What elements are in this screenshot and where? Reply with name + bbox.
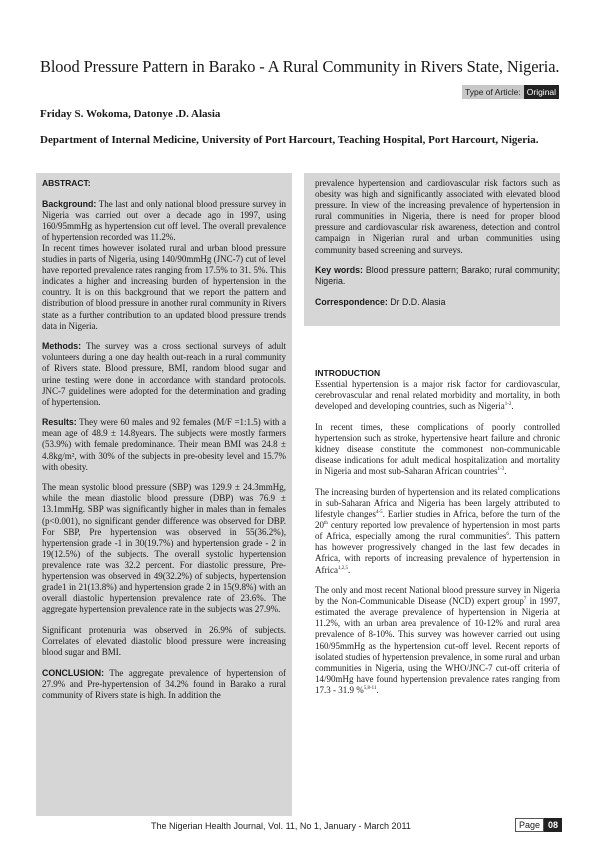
results-text-3: Significant protenuria was observed in 26.9% of subjects. Correlates of elevated diastolic blood pressure were increasing blood sugar and BMI. <box>42 624 286 658</box>
intro-paragraph-3c: century reported low prevalence of hypertension in most parts of Africa, especially among the rural communities <box>315 520 560 542</box>
intro-paragraph-4b: in 1997, estimated the average prevalence of hypertension in Nigeria at 11.2%, with an urban area prevalence of 10-12% and rural area prevalence of 8-10%. This survey was however carried out using 160/95mmHg as the hypertension cut-off level. Recent reports of isolated studies of hypertension prevalence, in some rural and urban communities in Nigeria, using the WHO/JNC-7 cut-off criteria of 14/90mHg have found hypertension prevalence rates ranging from 17.3 - 31.9 % <box>315 596 560 695</box>
results-label: Results: <box>42 417 77 428</box>
abstract-column-right <box>315 178 560 317</box>
correspondence-text: Dr D.D. Alasia <box>387 296 446 307</box>
background-text-2: In recent times however isolated rural and urban blood pressure studies in parts of Nigeria, using 140/90mmHg (JNC-7) cut of level have reported prevalence rates ranging from 17.5% to 31. 5%. This indicates a higher and increasing burden of hypertension in the country. It is on this background that we report the pattern and distribution of blood pressure in another rural community in Rivers state as a further contribution to an updated blood pressure trends data in Nigeria. <box>42 242 286 331</box>
citation: 1-2 <box>504 402 512 408</box>
citation: 7 <box>523 597 527 603</box>
article-title: Blood Pressure Pattern in Barako - A Rural Community in Rivers State, Nigeria. <box>40 57 560 76</box>
intro-paragraph-3b: . Earlier studies in Africa, before the turn of the 20 <box>315 509 560 531</box>
citation: 1-3 <box>497 467 505 473</box>
introduction-heading: INTRODUCTION <box>315 368 381 378</box>
methods-text: The survey was a cross sectional surveys of adult volunteers during a one day health out-reach in a rural community of Rivers state. Blood pressure, BMI, random blood sugar and urine testing were done in accordance with standard protocols. JNC-7 guidelines were adopted for the determination and grading of hypertension. <box>42 341 286 407</box>
citation: 4-5 <box>375 510 383 516</box>
citation: 5,8-11 <box>363 685 377 691</box>
introduction-section: INTRODUCTION Essential hypertension is a major risk factor for cardiovascular, cerebrovascular and renal related morbidity and mortality, in both developed and developing countries, such as Nigeria$^{1-2}$. In recent times, these complications of poorly controlled hypertension such as stroke, hypertensive heart failure and chronic kidney disease constitute the commonest non-communicable disease indications for adult medical hospitalization and mortality in Nigeria and most sub-Saharan African countries$^{1-3}$. The increasing burden of hypertension and its related complications in sub-Saharan Africa and Nigeria has been largely attributed to lifestyle changes$^{4-5}$. Earlier studies in Africa, before the turn of the 20th century reported low prevalence of hypertension in most parts of Africa, especially among the rural communities$^6$. This pattern has however progressively changed in the last few decades in Africa, with reports of increasing prevalence of hypertension in Africa$^{1,2,5}$. The only and most recent National blood pressure survey in Nigeria by the Non-Communicable Disease (NCD) expert group$^7$ in 1997, estimated the average prevalence of hypertension in Nigeria at 11.2%, with an urban area prevalence of 10-12% and rural area prevalence of 8-10%. This survey was however carried out using 160/95mmHg as the hypertension cut-off level. Recent reports of isolated studies of hypertension prevalence, in some rural and urban communities in Nigeria, using the WHO/JNC-7 cut-off criteria of 14/90mHg have found hypertension prevalence rates ranging from 17.3 - 31.9 %$^{5,8-11}$. <box>315 368 560 695</box>
journal-footer: The Nigerian Health Journal, Vol. 11, No 1, January - March 2011 <box>151 821 411 831</box>
results-text-2: The mean systolic blood pressure (SBP) was 129.9 ± 24.3mmHg, while the mean diastolic blood pressure (DBP) was 76.9 ± 13.1mmHg. SBP was significantly higher in males than in females (p<0.001), no significant gender difference was observed for DBP. For SBP, Pre hypertension was observed in 55(36.2%), hypertension grade -1 in 30(19.7%) and hypertension grade - 2 in 19(12.5%) of the subjects. The overall systolic hypertension prevalence rate was 32.2 percent. For diastolic pressure, Pre-hypertension was observed in 49(32.2%) of subjects, hypertension grade1 in 21(13.8%) and hypertension grade 2 in 15(9.8%) with an overall diastolic hypertension prevalence rate of 23.6%. The aggregate hypertension prevalence rate in the subjects was 27.9%. <box>42 482 286 615</box>
article-type-label: Type of Article: <box>462 85 524 99</box>
superscript-th: th <box>324 521 328 527</box>
abstract-heading: ABSTRACT: <box>42 178 91 188</box>
intro-paragraph-2: In recent times, these complications of poorly controlled hypertension such as stroke, hypertensive heart failure and chronic kidney disease constitute the commonest non-communicable disease indications for adult medical hospitalization and mortality in Nigeria and most sub-Saharan African countries <box>315 421 560 477</box>
correspondence-label: Correspondence: <box>315 296 388 307</box>
intro-paragraph-3a: The increasing burden of hypertension and its related complications in sub-Saharan Africa and Nigeria has been largely attributed to lifestyle changes <box>315 486 560 520</box>
keywords-label: Key words: <box>315 265 363 276</box>
citation: 6 <box>506 532 509 538</box>
intro-paragraph-1: Essential hypertension is a major risk factor for cardiovascular, cerebrovascular and renal related morbidity and mortality, in both developed and developing countries, such as Nigeria <box>315 379 560 412</box>
abstract-column-left <box>42 178 286 710</box>
page-label: Page <box>515 818 544 832</box>
conclusion-continued: prevalence hypertension and cardiovascular risk factors such as obesity was high and significantly associated with elevated blood pressure. In view of the increasing prevalence of hypertension in rural communities in Nigeria, there is need for proper blood pressure and cardiovascular risk awareness, detection and control campaign in Nigerian rural and urban communities using community based screening and surveys. <box>315 178 560 255</box>
intro-paragraph-3d: . This pattern has however progressively changed in the last few decades in Africa, with reports of increasing prevalence of hypertension in Africa <box>315 531 560 575</box>
citation: 1,2,5 <box>337 565 348 571</box>
keywords-text: Blood pressure pattern; Barako; rural community; Nigeria. <box>315 265 561 287</box>
background-text: The last and only national blood pressure survey in Nigeria was carried out over a decade ago in 1997, using 160/95mmHg as hypertension cut off level. The overall prevalence of hypertension recorded was 11.2%. <box>42 198 286 242</box>
article-type-value: Original <box>524 85 559 99</box>
page-indicator <box>515 818 562 832</box>
results-text: They were 60 males and 92 females (M/F =1:1.5) with a mean age of 48.9 ± 14.8years. The subjects were mostly farmers (53.9%) with female predominance. Their mean BMI was 24.8 ± 4.8kg/m², with 30% of the subjects in pre-obesity level and 15.7% with obesity. <box>42 417 286 472</box>
article-type-badge <box>462 85 559 99</box>
conclusion-text: The aggregate prevalence of hypertension of 27.9% and Pre-hypertension of 34.2% found in Barako a rural community of Rivers state is high. In addition the <box>42 667 286 700</box>
conclusion-label: CONCLUSION: <box>42 667 105 678</box>
affiliation: Department of Internal Medicine, University of Port Harcourt, Teaching Hospital, Port Harcourt, Nigeria. <box>40 134 539 146</box>
methods-label: Methods: <box>42 341 82 352</box>
authors: Friday S. Wokoma, Datonye .D. Alasia <box>40 108 221 120</box>
background-label: Background: <box>42 198 97 209</box>
page-number: 08 <box>544 818 562 832</box>
intro-paragraph-4a: The only and most recent National blood pressure survey in Nigeria by the Non-Communicable Disease (NCD) expert group <box>315 585 560 607</box>
